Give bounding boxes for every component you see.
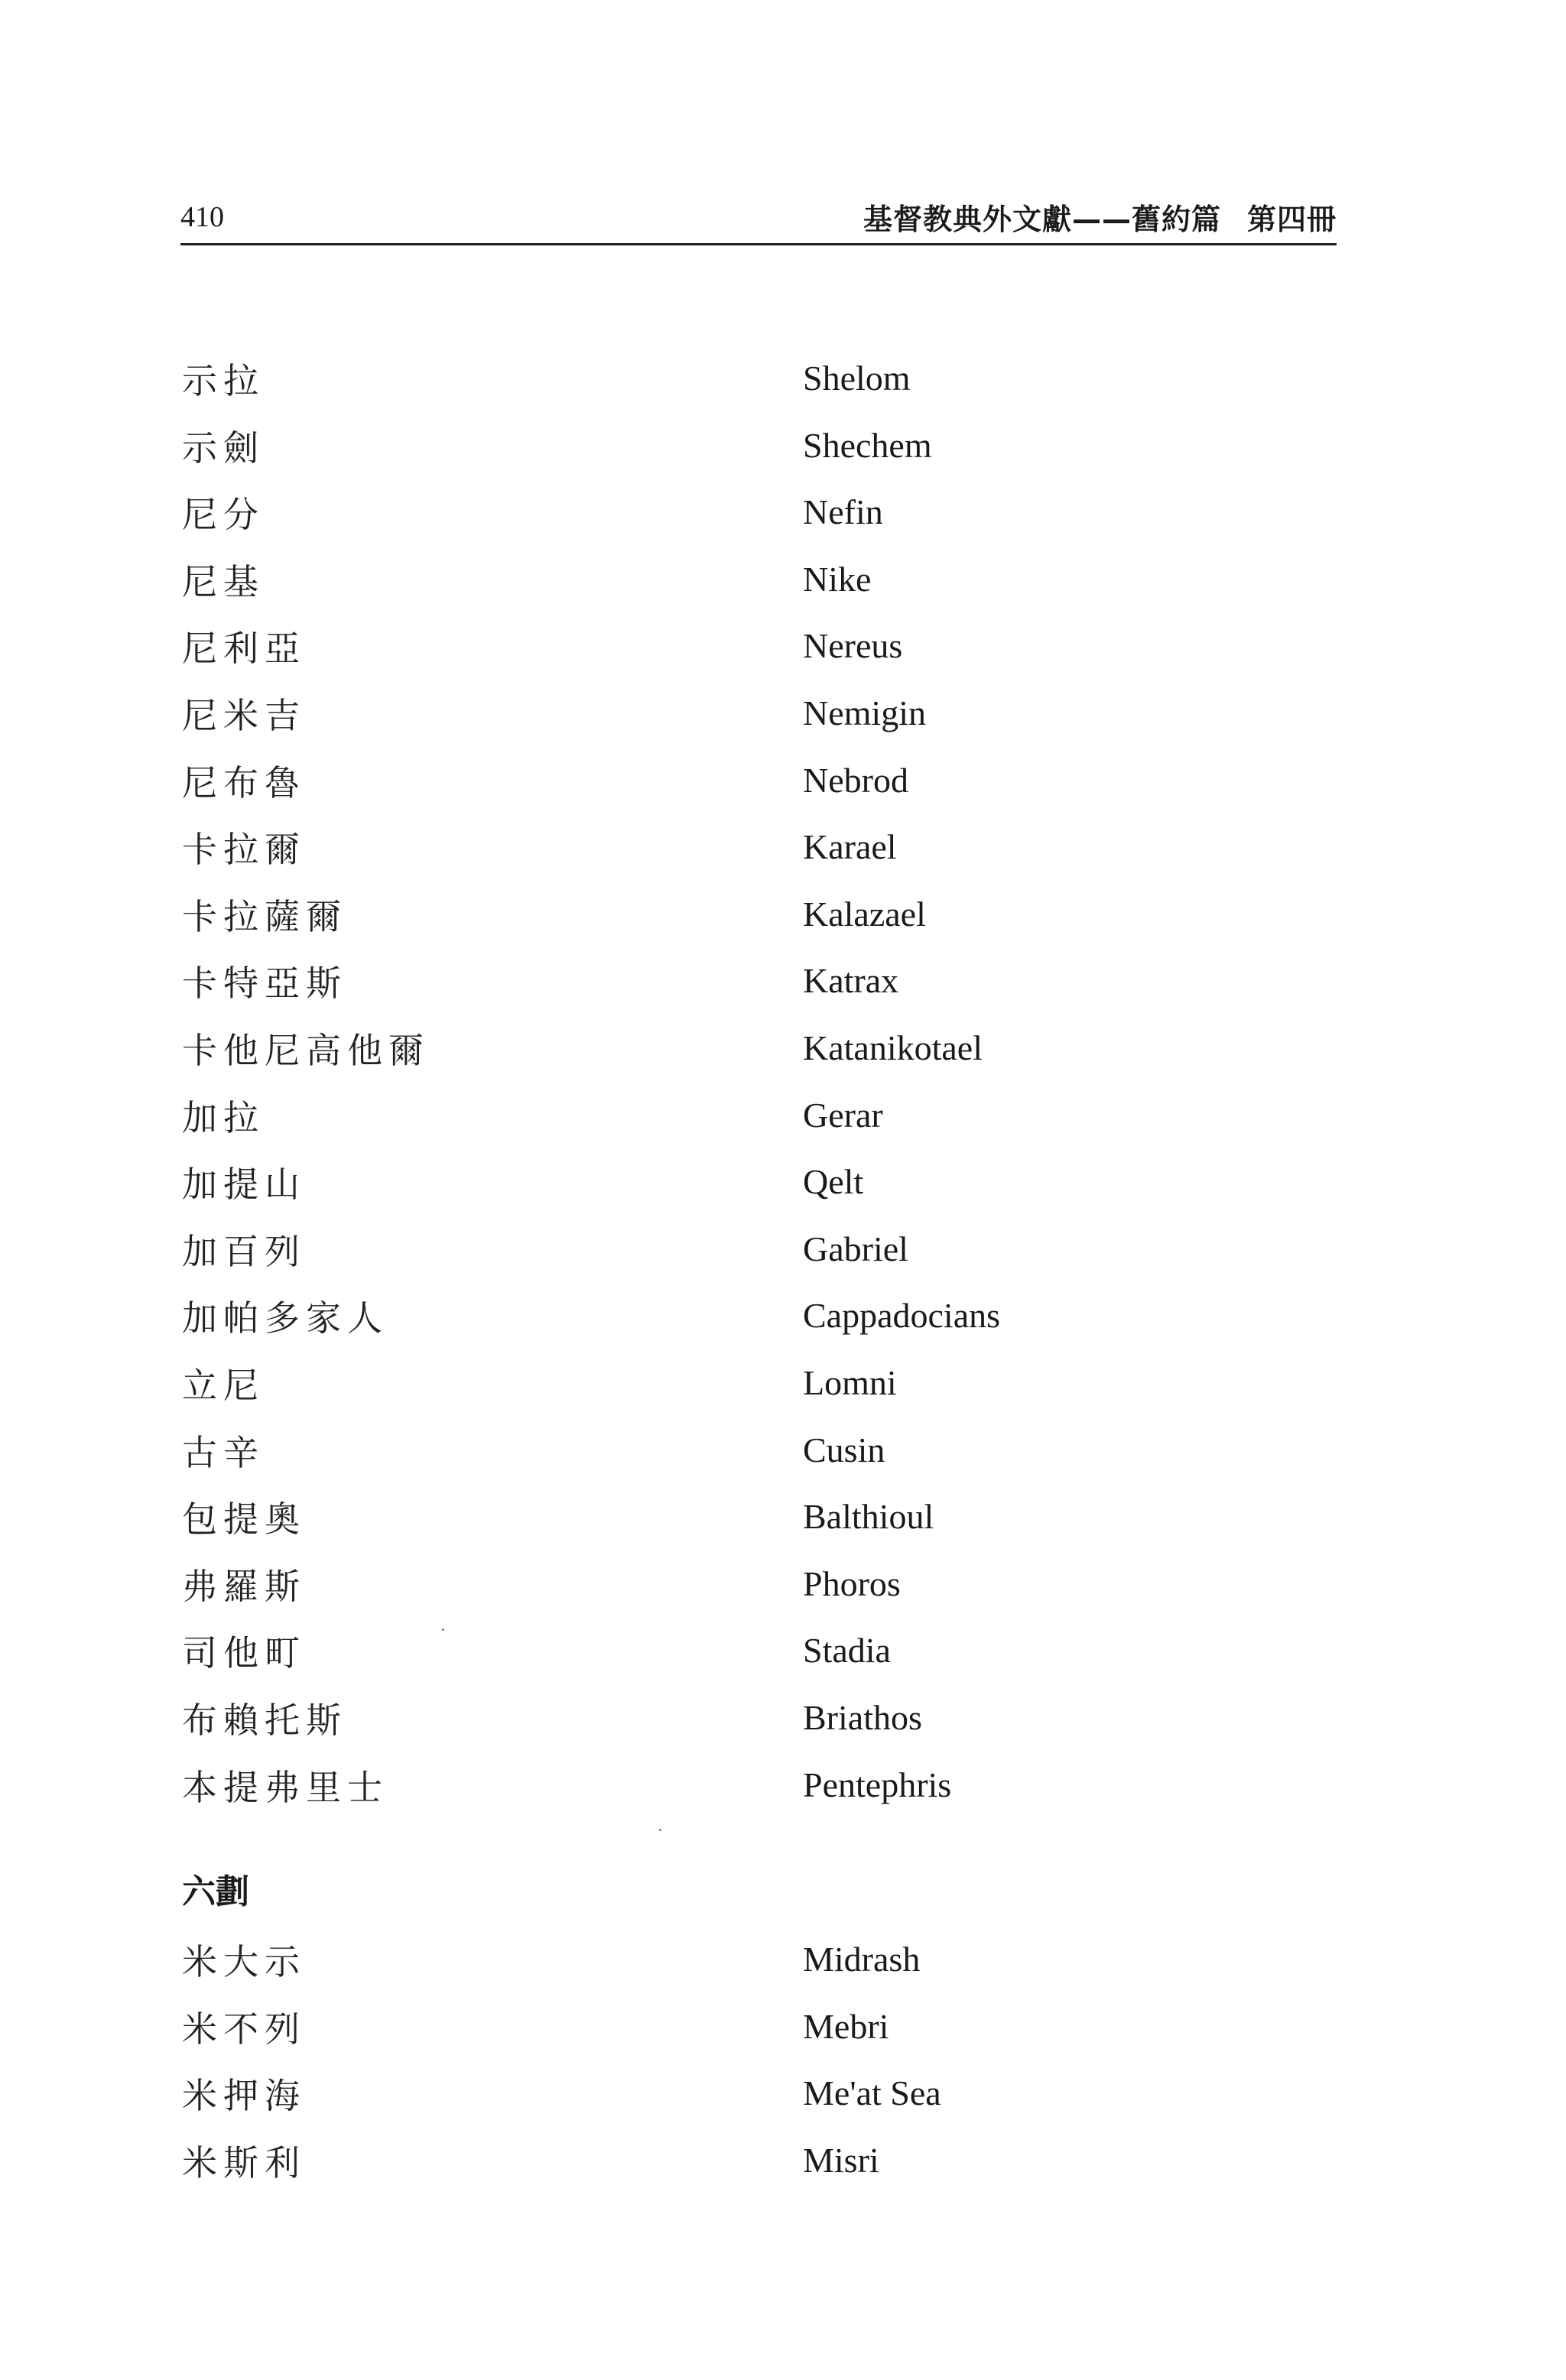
page-number: 410: [180, 201, 224, 233]
entry-chinese-term: 弗羅斯: [182, 1565, 306, 1607]
entry-chinese-term: 尼分: [182, 494, 265, 536]
entry-chinese-term: 尼米吉: [182, 695, 306, 736]
entry-english-term: Shechem: [803, 425, 932, 465]
entry-chinese-term: 古辛: [182, 1431, 265, 1473]
entry-chinese-term: 卡特亞斯: [182, 963, 347, 1005]
entry-english-term: Misri: [803, 2140, 879, 2180]
entry-english-term: Nefin: [803, 492, 883, 532]
entry-chinese-term: 尼布魯: [182, 761, 306, 804]
running-title: [863, 196, 1337, 238]
entry-chinese-term: 卡拉薩爾: [182, 895, 347, 937]
entry-chinese-term: 卡拉爾: [182, 829, 306, 871]
entry-english-term: Cusin: [803, 1430, 885, 1469]
entry-chinese-term: 尼基: [182, 560, 265, 602]
entry-chinese-term: 米不列: [182, 2008, 306, 2050]
entry-english-term: Me'at Sea: [803, 2073, 941, 2113]
entry-english-term: Qelt: [803, 1162, 864, 1202]
entry-english-term: Nebrod: [803, 760, 908, 800]
entry-chinese-term: 米斯利: [182, 2141, 306, 2184]
entry-english-term: Nemigin: [803, 693, 926, 732]
entry-english-term: Mebri: [803, 2006, 889, 2046]
print-speck: [659, 1829, 661, 1831]
entry-english-term: Nike: [803, 559, 872, 599]
entry-chinese-term: 卡他尼高他爾: [182, 1030, 430, 1071]
book-title: 基督教典外文獻——舊約篇: [863, 203, 1221, 236]
entry-english-term: Lomni: [803, 1363, 897, 1402]
entry-english-term: Shelom: [803, 359, 911, 398]
entry-chinese-term: 尼利亞: [182, 628, 306, 670]
entry-english-term: Kalazael: [803, 894, 926, 933]
entry-english-term: Gabriel: [803, 1229, 908, 1268]
entry-chinese-term: 布賴托斯: [182, 1700, 347, 1741]
entry-chinese-term: 加拉: [182, 1096, 265, 1138]
entry-chinese-term: 示拉: [182, 360, 265, 401]
entry-chinese-term: 加提山: [182, 1164, 306, 1206]
print-speck: [442, 1628, 444, 1631]
entry-english-term: Gerar: [803, 1095, 883, 1135]
entry-chinese-term: 司他町: [182, 1632, 306, 1674]
entry-english-term: Karael: [803, 827, 897, 867]
entry-english-term: Midrash: [803, 1940, 921, 1979]
entry-english-term: Cappadocians: [803, 1296, 1001, 1336]
entry-english-term: Balthioul: [803, 1497, 934, 1537]
entry-english-term: Phoros: [803, 1563, 901, 1603]
entry-chinese-term: 本提弗里士: [182, 1766, 388, 1808]
entry-chinese-term: 米押海: [182, 2075, 306, 2117]
entry-chinese-term: 示劍: [182, 427, 265, 469]
entry-english-term: Stadia: [803, 1631, 891, 1671]
entry-english-term: Briathos: [803, 1698, 922, 1737]
entry-english-term: Katrax: [803, 961, 899, 1001]
volume-label: 第四冊: [1246, 203, 1337, 236]
entry-english-term: Nereus: [803, 626, 903, 666]
entry-chinese-term: 米大示: [182, 1941, 306, 1982]
section-heading: 六劃: [182, 1872, 249, 1911]
entry-chinese-term: 加百列: [182, 1230, 306, 1272]
entry-english-term: Pentephris: [803, 1765, 952, 1804]
entry-chinese-term: 包提奧: [182, 1498, 306, 1541]
entry-english-term: Katanikotael: [803, 1028, 983, 1067]
running-header: [180, 190, 1337, 245]
entry-chinese-term: 立尼: [182, 1365, 265, 1406]
entry-chinese-term: 加帕多家人: [182, 1297, 388, 1339]
